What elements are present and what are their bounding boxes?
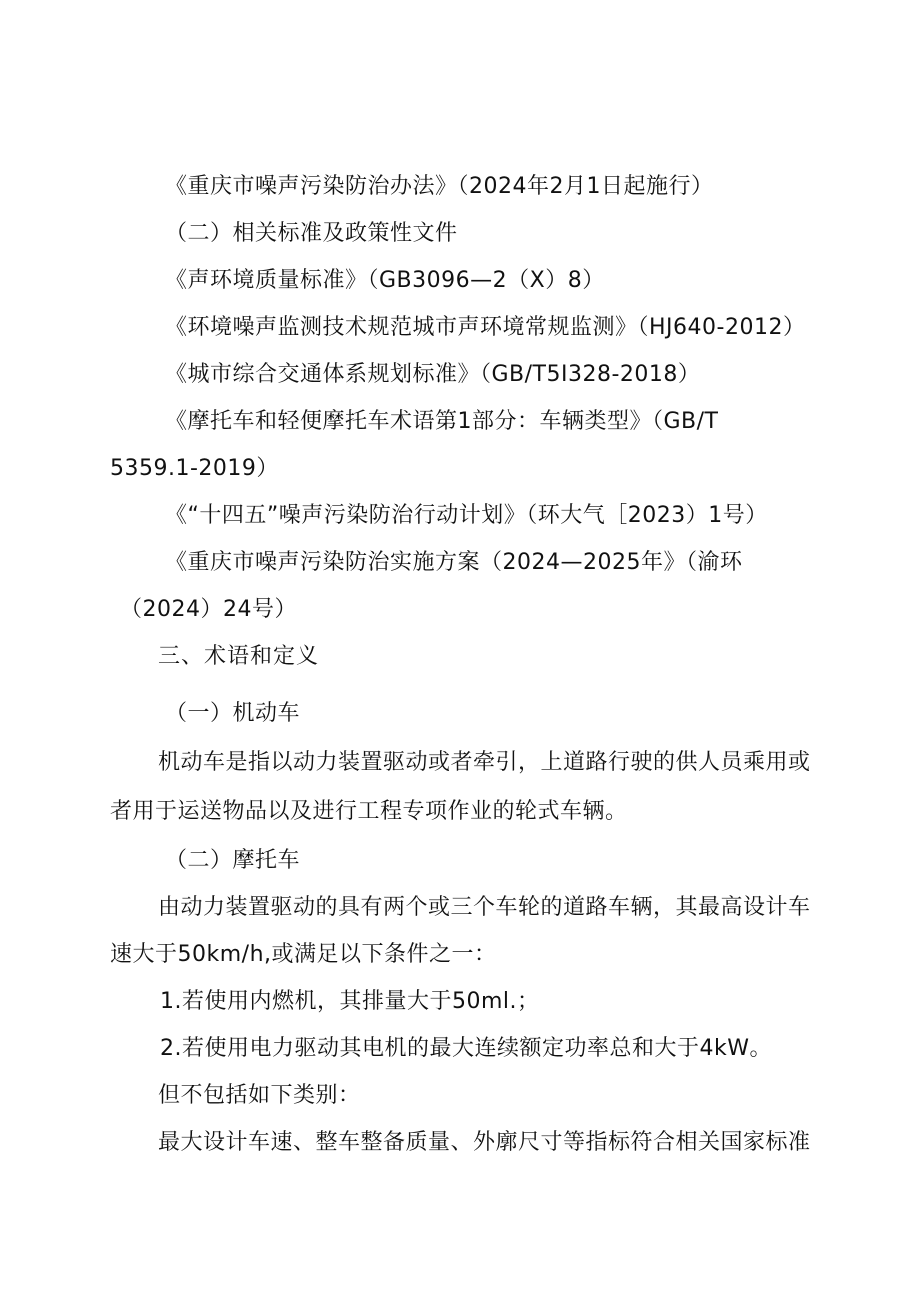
text-line: 《城市综合交通体系规划标准》（GB/T5I328-2018） bbox=[165, 362, 701, 387]
text-line: （2024）24号） bbox=[120, 597, 297, 622]
text-line: 《重庆市噪声污染防治实施方案（2024—2025年》（渝环 bbox=[165, 550, 743, 575]
text-line: 《重庆市噪声污染防治办法》（2024年2月1日起施行） bbox=[165, 174, 714, 199]
paragraph-line: 由动力装置驱动的具有两个或三个车轮的道路车辆，其最高设计车 bbox=[158, 895, 811, 920]
paragraph-line: 机动车是指以动力装置驱动或者牵引，上道路行驶的供人员乘用或 bbox=[158, 750, 811, 775]
text-line: 《环境噪声监测技术规范城市声环境常规监测》（HJ640-2012） bbox=[165, 315, 806, 340]
paragraph-line: 最大设计车速、整车整备质量、外廓尺寸等指标符合相关国家标准 bbox=[158, 1130, 811, 1155]
section-heading: （一）机动车 bbox=[165, 701, 301, 726]
paragraph-line: 但不包括如下类别： bbox=[158, 1083, 361, 1108]
section-heading: （二）相关标准及政策性文件 bbox=[165, 221, 458, 246]
text-line: 《摩托车和轻便摩托车术语第1部分：车辆类型》（GB/T bbox=[165, 409, 719, 434]
paragraph-line: 速大于50km/h,或满足以下条件之一： bbox=[110, 942, 497, 967]
list-item: 1.若使用内燃机，其排量大于50ml.； bbox=[160, 989, 540, 1014]
text-line: 5359.1-2019） bbox=[110, 456, 279, 481]
paragraph-line: 者用于运送物品以及进行工程专项作业的轮式车辆。 bbox=[110, 799, 628, 824]
section-heading: （二）摩托车 bbox=[165, 848, 301, 873]
list-item: 2.若使用电力驱动其电机的最大连续额定功率总和大于4kW。 bbox=[160, 1036, 772, 1061]
chapter-heading: 三、术语和定义 bbox=[158, 644, 320, 669]
text-line: 《“十四五”噪声污染防治行动计划》（环大气［2023）1号） bbox=[165, 503, 768, 528]
text-line: 《声环境质量标准》（GB3096—2（X）8） bbox=[165, 268, 605, 293]
